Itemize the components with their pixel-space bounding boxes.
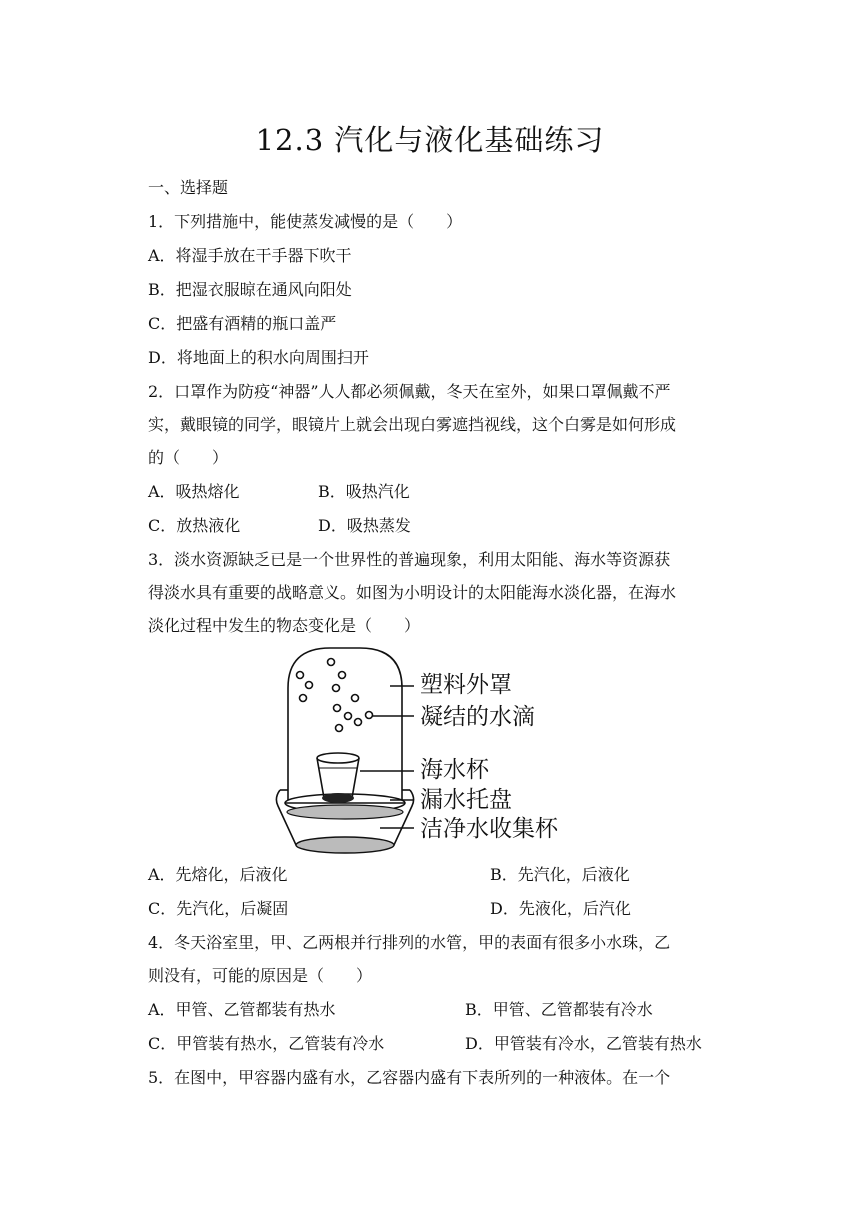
water-droplet — [328, 659, 335, 666]
water-droplet — [339, 672, 346, 679]
q1-option-b: B．把湿衣服晾在通风向阳处 — [148, 280, 352, 299]
q1-option-a: A．将湿手放在干手器下吹干 — [148, 246, 352, 265]
q1-option-d: D．将地面上的积水向周围扫开 — [148, 348, 369, 367]
desalinator-figure — [270, 640, 590, 860]
q2-stem-line2: 实，戴眼镜的同学，眼镜片上就会出现白雾遮挡视线，这个白雾是如何形成 — [148, 415, 677, 434]
label-plastic-cover: 塑料外罩 — [420, 672, 512, 698]
seawater-cup-shape — [317, 758, 359, 798]
q1-option-c: C．把盛有酒精的瓶口盖严 — [148, 314, 337, 333]
water-droplet — [300, 695, 307, 702]
q3-stem-line1: 3．淡水资源缺乏已是一个世界性的普遍现象，利用太阳能、海水等资源获 — [148, 550, 671, 569]
label-clean-water-cup: 洁净水收集杯 — [420, 816, 558, 842]
q2-option-c: C．放热液化 — [148, 516, 241, 535]
label-seawater-cup: 海水杯 — [420, 757, 489, 783]
q2-option-b: B．吸热汽化 — [318, 482, 410, 501]
q5-stem-line1: 5．在图中，甲容器内盛有水，乙容器内盛有下表所列的一种液体。在一个 — [148, 1068, 671, 1087]
q1-stem: 1．下列措施中，能使蒸发减慢的是（ ） — [148, 212, 463, 231]
water-droplet — [297, 672, 304, 679]
q4-stem-line1: 4．冬天浴室里，甲、乙两根并行排列的水管，甲的表面有很多小水珠，乙 — [148, 933, 671, 952]
water-droplet — [306, 682, 313, 689]
water-droplet — [366, 712, 373, 719]
q4-stem-line2: 则没有，可能的原因是（ ） — [148, 966, 373, 985]
section-heading: 一、选择题 — [148, 178, 229, 197]
q3-option-a: A．先熔化，后液化 — [148, 865, 288, 884]
label-leaking-tray: 漏水托盘 — [420, 787, 512, 813]
water-droplet — [355, 719, 362, 726]
water-droplet — [345, 713, 352, 720]
water-droplet — [336, 725, 343, 732]
q3-stem-line2: 得淡水具有重要的战略意义。如图为小明设计的太阳能海水淡化器，在海水 — [148, 583, 677, 602]
q3-stem-line3: 淡化过程中发生的物态变化是（ ） — [148, 616, 421, 635]
q3-option-b: B．先汽化，后液化 — [490, 865, 630, 884]
q2-option-a: A．吸热熔化 — [148, 482, 240, 501]
water-droplet — [333, 685, 340, 692]
q4-option-d: D．甲管装有冷水，乙管装有热水 — [465, 1034, 702, 1053]
q3-option-c: C．先汽化，后凝固 — [148, 899, 289, 918]
page-title: 12.3 汽化与液化基础练习 — [255, 123, 605, 157]
q4-option-c: C．甲管装有热水，乙管装有冷水 — [148, 1034, 385, 1053]
label-condensed-droplets: 凝结的水滴 — [420, 704, 535, 730]
q2-stem-line1: 2．口罩作为防疫“神器”人人都必须佩戴，冬天在室外，如果口罩佩戴不严 — [148, 382, 671, 401]
q4-option-b: B．甲管、乙管都装有冷水 — [465, 1000, 653, 1019]
q4-option-a: A．甲管、乙管都装有热水 — [148, 1000, 336, 1019]
water-droplet — [334, 705, 341, 712]
water-droplet — [352, 695, 359, 702]
q3-option-d: D．先液化，后汽化 — [490, 899, 631, 918]
plastic-cover-shape — [288, 648, 402, 800]
q2-stem-line3: 的（ ） — [148, 448, 229, 467]
q2-option-d: D．吸热蒸发 — [318, 516, 411, 535]
